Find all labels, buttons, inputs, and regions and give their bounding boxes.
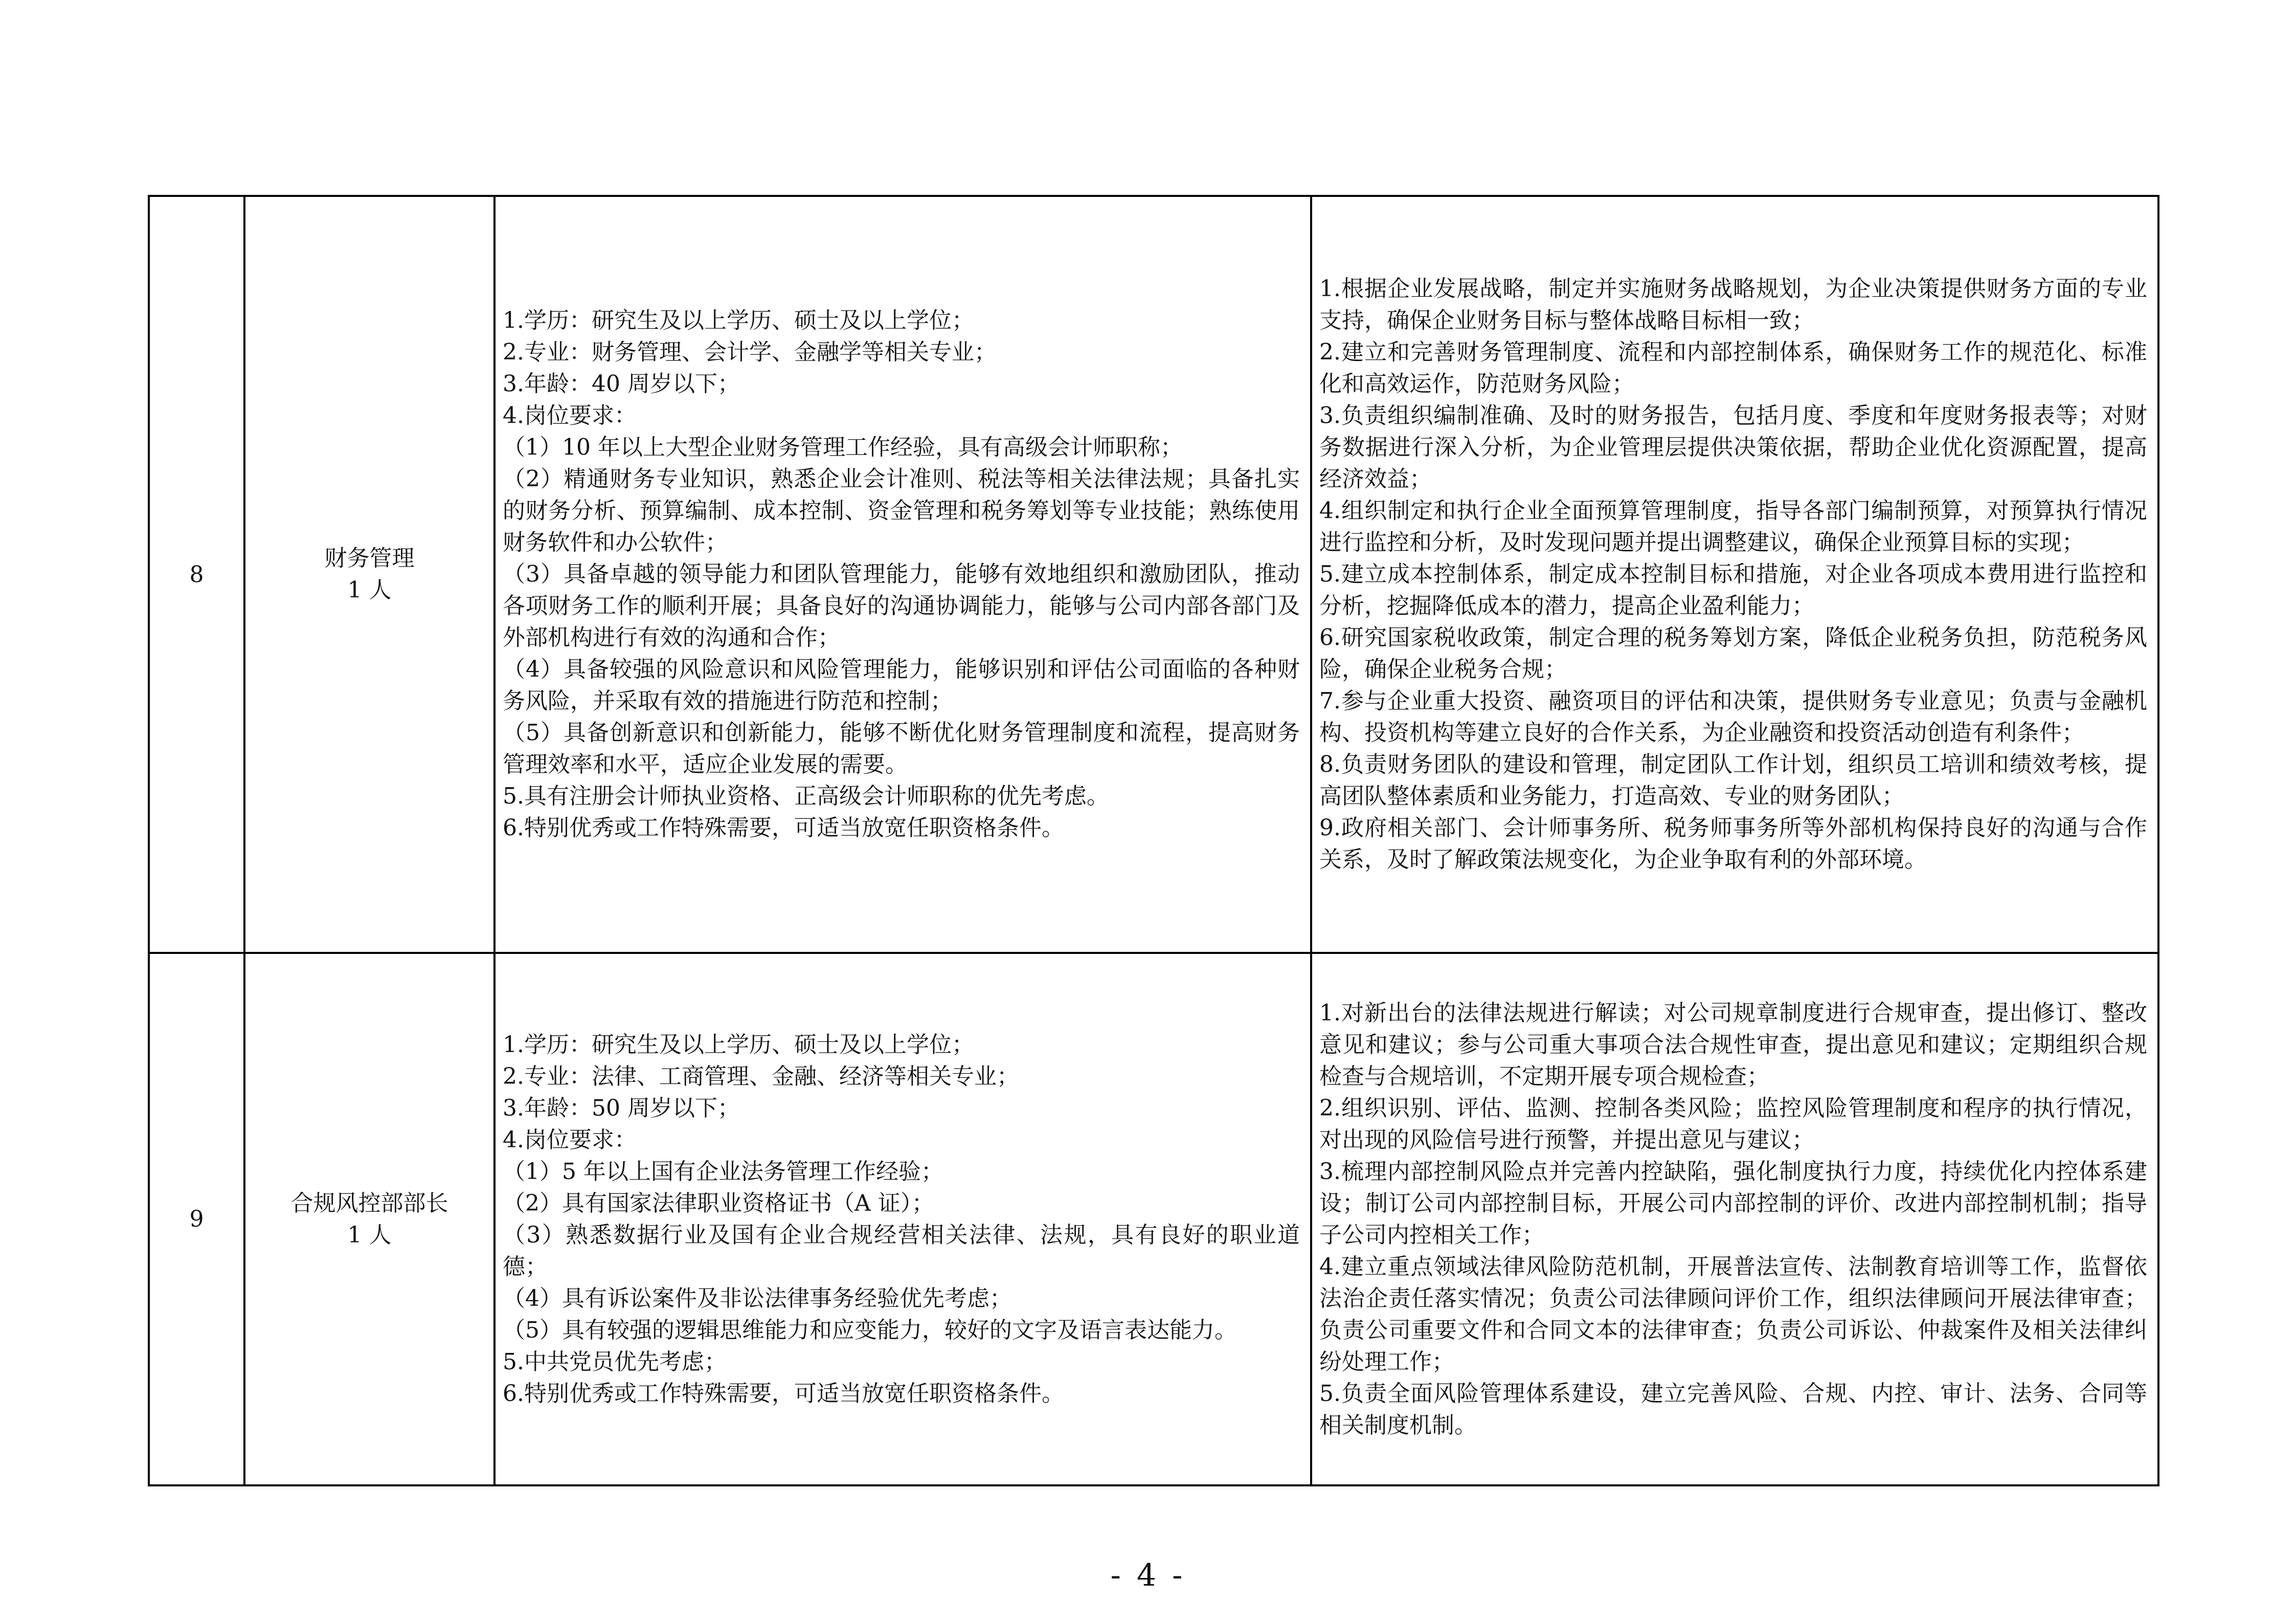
table-row xyxy=(149,196,2158,953)
requirement-item: 5.具有注册会计师执业资格、正高级会计师职称的优先考虑。 xyxy=(503,783,1109,809)
duty-item: 8.负责财务团队的建设和管理，制定团队工作计划，组织员工培训和绩效考核，提高团队整体素质和业务能力，打造高效、专业的财务团队； xyxy=(1319,751,2147,809)
requirement-item: （3）熟悉数据行业及国有企业合规经营相关法律、法规，具有良好的职业道德； xyxy=(503,1221,1300,1280)
recruitment-table xyxy=(148,195,2159,1486)
duty-item: 2.建立和完善财务管理制度、流程和内部控制体系，确保财务工作的规范化、标准化和高效运作，防范财务风险； xyxy=(1319,339,2147,397)
requirement-item: 3.年龄：40 周岁以下； xyxy=(503,371,740,397)
requirement-item: 2.专业：财务管理、会计学、金融学等相关专业； xyxy=(503,339,997,365)
requirement-item: 2.专业：法律、工商管理、金融、经济等相关专业； xyxy=(503,1063,1019,1089)
duties-cell xyxy=(1311,196,2158,953)
requirement-item: （5）具有较强的逻辑思维能力和应变能力，较好的文字及语言表达能力。 xyxy=(503,1317,1237,1343)
duties-cell xyxy=(1311,953,2158,1485)
duty-item: 3.负责组织编制准确、及时的财务报告，包括月度、季度和年度财务报表等；对财务数据进行深入分析，为企业管理层提供决策依据，帮助企业优化资源配置，提高经济效益； xyxy=(1319,403,2147,492)
requirement-item: （4）具备较强的风险意识和风险管理能力，能够识别和评估公司面临的各种财务风险，并采取有效的措施进行防范和控制； xyxy=(503,656,1300,714)
duty-item: 7.参与企业重大投资、融资项目的评估和决策，提供财务专业意见；负责与金融机构、投资机构等建立良好的合作关系，为企业融资和投资活动创造有利条件； xyxy=(1319,688,2147,746)
requirement-item: （4）具有诉讼案件及非讼法律事务经验优先考虑； xyxy=(503,1285,1012,1311)
duty-item: 4.建立重点领域法律风险防范机制，开展普法宣传、法制教育培训等工作，监督依法治企责任落实情况；负责公司法律顾问评价工作，组织法律顾问开展法律审查；负责公司重要文件和合同文本的法律审查；负责公司诉讼、仲裁案件及相关法律纠纷处理工作； xyxy=(1319,1253,2147,1375)
position-title: 财务管理 xyxy=(324,545,415,571)
duty-item: 5.负责全面风险管理体系建设，建立完善风险、合规、内控、审计、法务、合同等相关制度机制。 xyxy=(1319,1380,2147,1438)
requirement-item: （1）10 年以上大型企业财务管理工作经验，具有高级会计师职称； xyxy=(503,434,1183,460)
requirement-item: 4.岗位要求： xyxy=(503,1126,637,1153)
requirements-list xyxy=(496,301,1310,848)
requirement-item: （3）具备卓越的领导能力和团队管理能力，能够有效地组织和激励团队，推动各项财务工作的顺利开展；具备良好的沟通协调能力，能够与公司内部各部门及外部机构进行有效的沟通和合作； xyxy=(503,561,1300,651)
page-number: - 4 - xyxy=(1110,1558,1186,1593)
position-count: 1 人 xyxy=(347,577,392,603)
duties-list xyxy=(1312,269,2157,880)
requirement-item: 6.特别优秀或工作特殊需要，可适当放宽任职资格条件。 xyxy=(503,1380,1064,1407)
requirement-item: 6.特别优秀或工作特殊需要，可适当放宽任职资格条件。 xyxy=(503,815,1064,841)
duty-item: 6.研究国家税收政策，制定合理的税务筹划方案，降低企业税务负担，防范税务风险，确保企业税务合规； xyxy=(1319,625,2147,682)
duty-item: 5.建立成本控制体系，制定成本控制目标和措施，对企业各项成本费用进行监控和分析，挖掘降低成本的潜力，提高企业盈利能力； xyxy=(1319,561,2147,619)
requirement-item: （1）5 年以上国有企业法务管理工作经验； xyxy=(503,1158,943,1185)
duty-item: 2.组织识别、评估、监测、控制各类风险；监控风险管理制度和程序的执行情况，对出现的风险信号进行预警，并提出意见与建议； xyxy=(1319,1095,2147,1153)
position-count: 1 人 xyxy=(347,1221,392,1248)
requirements-cell xyxy=(494,953,1311,1485)
requirement-item: 4.岗位要求： xyxy=(503,403,637,429)
requirement-item: 3.年龄：50 周岁以下； xyxy=(503,1095,740,1121)
requirements-cell xyxy=(494,196,1311,953)
requirement-item: （5）具备创新意识和创新能力，能够不断优化财务管理制度和流程，提高财务管理效率和水平，适应企业发展的需要。 xyxy=(503,720,1300,777)
duty-item: 4.组织制定和执行企业全面预算管理制度，指导各部门编制预算，对预算执行情况进行监控和分析，及时发现问题并提出调整建议，确保企业预算目标的实现； xyxy=(1319,498,2147,555)
duty-item: 1.对新出台的法律法规进行解读；对公司规章制度进行合规审查，提出修订、整改意见和建议；参与公司重大事项合法合规性审查，提出意见和建议；定期组织合规检查与合规培训，不定期开展专项合规检查； xyxy=(1319,999,2147,1089)
requirement-item: 1.学历：研究生及以上学历、硕士及以上学位； xyxy=(503,1031,974,1058)
requirement-item: 5.中共党员优先考虑； xyxy=(503,1348,727,1375)
duty-item: 1.根据企业发展战略，制定并实施财务战略规划，为企业决策提供财务方面的专业支持，确保企业财务目标与整体战略目标相一致； xyxy=(1319,276,2147,333)
table-row xyxy=(149,953,2158,1485)
row-index: 9 xyxy=(149,953,244,1485)
duty-item: 9.政府相关部门、会计师事务所、税务师事务所等外部机构保持良好的沟通与合作关系，及时了解政策法规变化，为企业争取有利的外部环境。 xyxy=(1319,815,2147,873)
requirement-item: 1.学历：研究生及以上学历、硕士及以上学位； xyxy=(503,307,974,333)
requirement-item: （2）精通财务专业知识，熟悉企业会计准则、税法等相关法律法规；具备扎实的财务分析、预算编制、成本控制、资金管理和税务筹划等专业技能；熟练使用财务软件和办公软件； xyxy=(503,466,1300,555)
position-title: 合规风控部部长 xyxy=(290,1190,448,1216)
position-cell xyxy=(244,196,494,953)
row-index: 8 xyxy=(149,196,244,953)
position-cell xyxy=(244,953,494,1485)
requirement-item: （2）具有国家法律职业资格证书（A 证）； xyxy=(503,1190,934,1216)
duties-list xyxy=(1312,993,2157,1445)
requirements-list xyxy=(496,1025,1310,1414)
duty-item: 3.梳理内部控制风险点并完善内控缺陷，强化制度执行力度，持续优化内控体系建设；制订公司内部控制目标，开展公司内部控制的评价、改进内部控制机制；指导子公司内控相关工作； xyxy=(1319,1158,2147,1248)
